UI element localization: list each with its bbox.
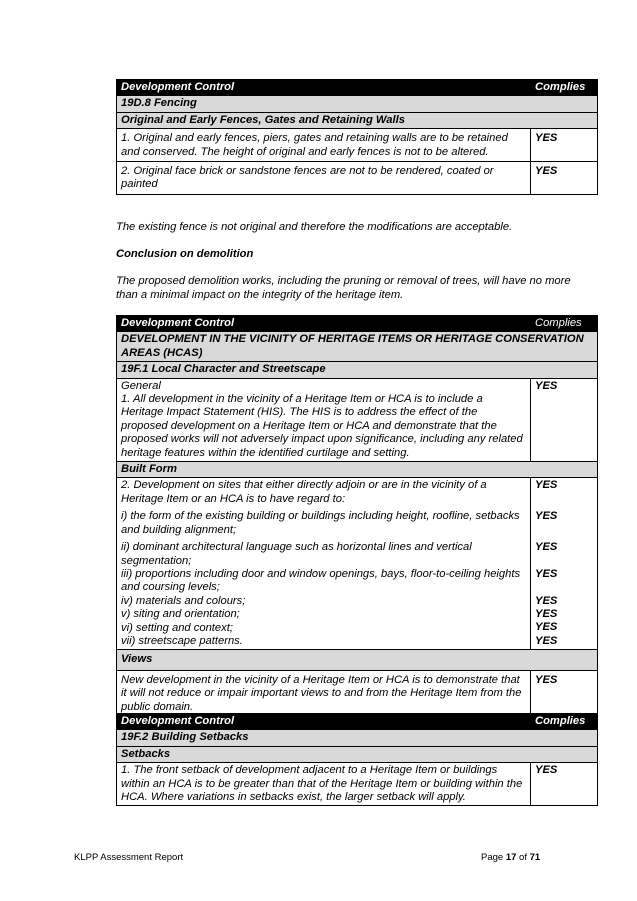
complies-value: YES	[531, 162, 598, 195]
table-row	[117, 129, 598, 162]
complies-column	[531, 478, 598, 650]
list-item: vii) streetscape patterns.	[121, 634, 243, 647]
complies-value: YES	[535, 621, 558, 634]
built-form-title: Built Form	[117, 462, 598, 478]
conclusion-text: The proposed demolition works, including the pruning or removal of trees, will have no more than a minimal impact on the integrity of the heritage item.	[116, 275, 571, 301]
complies-value: YES	[531, 670, 598, 715]
header-complies: Complies	[531, 714, 598, 730]
complies-value: YES	[531, 763, 598, 806]
complies-value: YES	[535, 541, 558, 554]
list-item: v) siting and orientation;	[121, 608, 240, 621]
complies-value: YES	[535, 608, 558, 621]
subsection-title: Original and Early Fences, Gates and Retaining Walls	[117, 112, 598, 128]
section-row	[117, 730, 598, 746]
table-row	[117, 763, 598, 806]
control-text: 2. Original face brick or sandstone fences are not to be rendered, coated or painted	[117, 162, 531, 195]
table-row	[117, 162, 598, 195]
general-title: General	[121, 379, 161, 392]
fencing-table	[116, 79, 598, 195]
table-row	[117, 378, 598, 461]
views-row	[117, 650, 598, 670]
table-header	[117, 316, 598, 332]
subsection-row	[117, 746, 598, 762]
page-total: 71	[529, 852, 541, 863]
setbacks-table	[116, 713, 598, 806]
table-header	[117, 80, 598, 96]
list-item: 2. Development on sites that either directly adjoin or are in the vicinity of a Heritage Item or an HCA is to have regard to:	[121, 479, 487, 505]
complies-value: YES	[535, 567, 558, 580]
subsection-title: 19F.1 Local Character and Streetscape	[117, 362, 598, 378]
header-control: Development Control	[117, 714, 531, 730]
general-cell	[117, 378, 531, 461]
header-complies: Complies	[531, 80, 598, 96]
table-row	[117, 478, 598, 650]
views-text: New development in the vicinity of a Heritage Item or HCA is to demonstrate that it will not reduce or impair important views to and from the Heritage Item from the public domain.	[117, 670, 531, 715]
fence-comment: The existing fence is not original and therefore the modifications are acceptable.	[116, 221, 513, 233]
list-item: i) the form of the existing building or buildings including height, roofline, setbacks and building alignment;	[121, 510, 520, 536]
header-control: Development Control	[117, 316, 531, 332]
header-control: Development Control	[117, 80, 531, 96]
table-row	[117, 670, 598, 715]
complies-value: YES	[531, 129, 598, 162]
subsection-row	[117, 112, 598, 128]
section-title: DEVELOPMENT IN THE VICINITY OF HERITAGE ITEMS OR HERITAGE CONSERVATION AREAS (HCAS)	[117, 332, 598, 362]
control-text: 1. The front setback of development adjacent to a Heritage Item or buildings within an HCA is to be greater than that of the Heritage Item or building within the HCA. Where variations in setbacks exist, the larger setback will apply.	[117, 763, 531, 806]
header-complies: Complies	[531, 316, 598, 332]
built-form-cell	[117, 478, 531, 650]
conclusion-heading: Conclusion on demolition	[116, 248, 254, 260]
page-num: 17	[505, 852, 517, 863]
views-title: Views	[117, 650, 598, 670]
complies-value: YES	[535, 634, 558, 647]
list-item: iii) proportions including door and window openings, bays, floor-to-ceiling heights and coursing levels;	[121, 567, 521, 594]
vicinity-table	[116, 315, 598, 716]
subsection-title: Setbacks	[117, 746, 598, 762]
list-item: vi) setting and context;	[121, 621, 233, 634]
list-item: ii) dominant architectural language such as horizontal lines and vertical segmentation;	[121, 541, 472, 567]
page-of: of	[519, 852, 527, 863]
footer-page-number	[481, 852, 540, 863]
section-row	[117, 96, 598, 112]
built-form-row	[117, 462, 598, 478]
general-text: 1. All development in the vicinity of a Heritage Item or HCA is to include a Heritage Impact Statement (HIS). The HIS is to address the effect of the proposed development on a Heritage Item or HCA and demonstrate that the proposed works will not adversely impact upon significance, including any related heritage features within the identified curtilage and setting.	[121, 393, 523, 459]
table-header	[117, 714, 598, 730]
subsection-row	[117, 362, 598, 378]
control-text: 1. Original and early fences, piers, gates and retaining walls are to be retained and conserved. The height of original and early fences is not to be altered.	[117, 129, 531, 162]
complies-value: YES	[535, 510, 558, 523]
section-title: 19D.8 Fencing	[117, 96, 598, 112]
page-prefix: Page	[481, 852, 504, 863]
complies-value: YES	[535, 594, 558, 607]
footer-report-name: KLPP Assessment Report	[74, 852, 184, 863]
complies-value: YES	[535, 479, 558, 492]
complies-value: YES	[531, 378, 598, 461]
list-item: iv) materials and colours;	[121, 594, 246, 607]
section-row	[117, 332, 598, 362]
section-title: 19F.2 Building Setbacks	[117, 730, 598, 746]
